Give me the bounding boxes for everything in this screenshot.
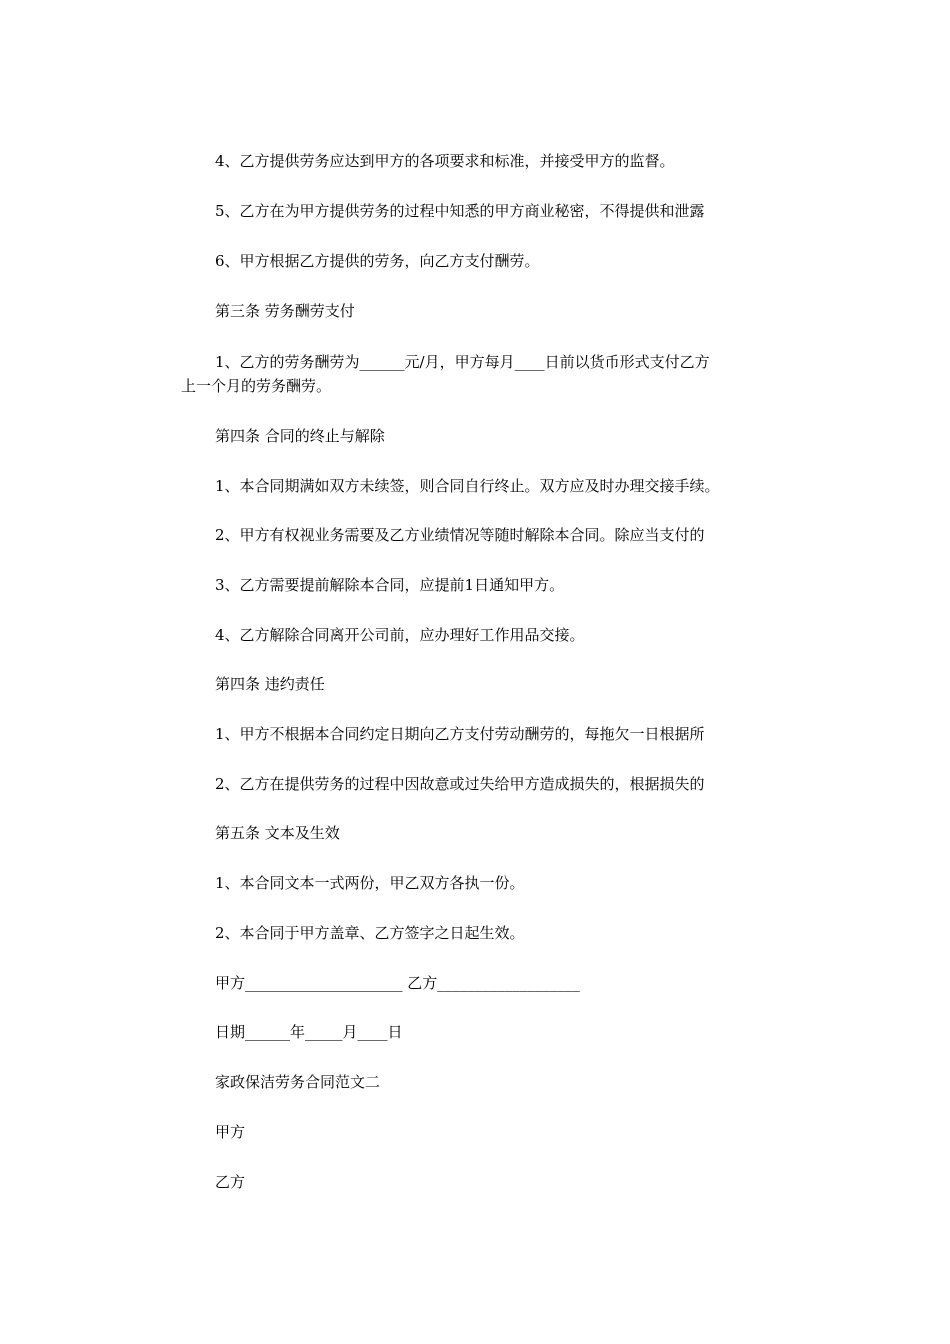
- signature-parties: 甲方_____________________ 乙方___________________: [215, 974, 580, 992]
- second-party-a: 甲方: [215, 1123, 246, 1141]
- article-4b-item-1: 1、甲方不根据本合同约定日期向乙方支付劳动酬劳的，每拖欠一日根据所: [215, 725, 705, 743]
- article-5-item-2: 2、本合同于甲方盖章、乙方签字之日起生效。: [215, 924, 525, 942]
- article-4-item-1: 1、本合同期满如双方未续签，则合同自行终止。双方应及时办理交接手续。: [215, 477, 720, 495]
- article-3-title: 第三条 劳务酬劳支付: [215, 302, 355, 320]
- article-4-item-3: 3、乙方需要提前解除本合同，应提前1日通知甲方。: [215, 576, 565, 594]
- article-4-item-4: 4、乙方解除合同离开公司前，应办理好工作用品交接。: [215, 626, 585, 644]
- article-3-paragraph-line-1: 1、乙方的劳务酬劳为______元/月，甲方每月____日前以货币形式支付乙方: [215, 353, 710, 371]
- article-3-paragraph-line-2: 上一个月的劳务酬劳。: [181, 377, 332, 395]
- signature-date: 日期______年_____月____日: [215, 1023, 403, 1041]
- clause-4: 4、乙方提供劳务应达到甲方的各项要求和标准，并接受甲方的监督。: [215, 152, 675, 170]
- clause-6: 6、甲方根据乙方提供的劳务，向乙方支付酬劳。: [215, 252, 540, 270]
- article-4-title: 第四条 合同的终止与解除: [215, 427, 385, 445]
- article-4b-item-2: 2、乙方在提供劳务的过程中因故意或过失给甲方造成损失的，根据损失的: [215, 775, 705, 793]
- second-contract-title: 家政保洁劳务合同范文二: [215, 1073, 381, 1091]
- article-4-item-2: 2、甲方有权视业务需要及乙方业绩情况等随时解除本合同。除应当支付的: [215, 526, 705, 544]
- second-party-b: 乙方: [215, 1173, 246, 1191]
- article-5-title: 第五条 文本及生效: [215, 824, 340, 842]
- clause-5: 5、乙方在为甲方提供劳务的过程中知悉的甲方商业秘密，不得提供和泄露: [215, 202, 705, 220]
- article-5-item-1: 1、本合同文本一式两份，甲乙双方各执一份。: [215, 874, 525, 892]
- article-4b-title: 第四条 违约责任: [215, 675, 325, 693]
